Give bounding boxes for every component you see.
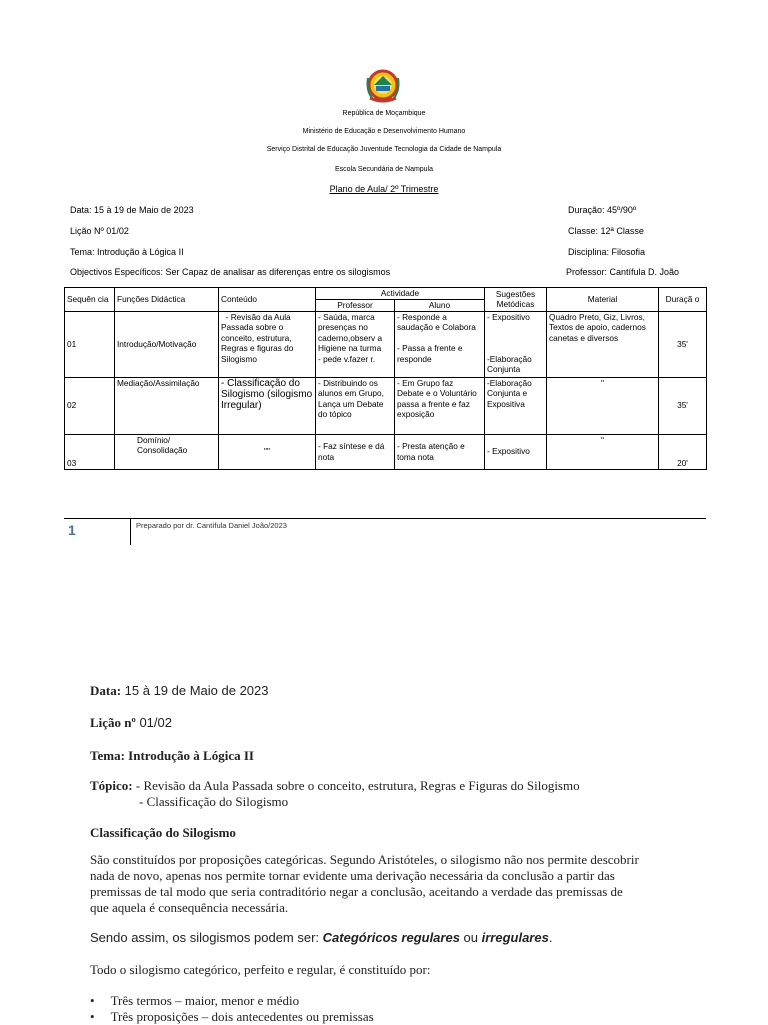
para2-mid: ou bbox=[459, 930, 482, 945]
paragraph-3: Todo o silogismo categórico, perfeito e regular, é constituído por: bbox=[90, 962, 431, 977]
th-aluno: Aluno bbox=[395, 299, 485, 311]
cell-funcao: Domínio/ Consolidação bbox=[115, 434, 219, 469]
cell-seq: 02 bbox=[65, 377, 115, 434]
table-row bbox=[65, 311, 707, 377]
footer-rule bbox=[64, 518, 706, 519]
th-sugestoes: Sugestões Metódicas bbox=[485, 288, 547, 312]
page-number: 1 bbox=[68, 522, 76, 538]
cell-seq: 03 bbox=[65, 434, 115, 469]
cell-sugestoes: -Elaboração Conjunta e Expositiva bbox=[485, 377, 547, 434]
header-school: Escola Secundária de Nampula bbox=[334, 166, 434, 173]
meta-duracao: Duração: 45º/90º bbox=[568, 205, 637, 215]
coat-of-arms-icon bbox=[364, 68, 402, 104]
cell-professor: - Distribuindo os alunos em Grupo, Lança um Debate do tópico bbox=[316, 377, 395, 434]
body-licao bbox=[90, 715, 172, 731]
topico-label: Tópico: bbox=[90, 778, 133, 793]
th-material: Material bbox=[547, 288, 659, 312]
licao-label: Lição nº bbox=[90, 715, 136, 730]
body-tema: Tema: Introdução à Lógica II bbox=[90, 748, 254, 763]
body-topico bbox=[90, 778, 580, 794]
meta-tema: Tema: Introdução à Lógica II bbox=[70, 247, 184, 257]
licao-value: 01/02 bbox=[135, 715, 172, 730]
meta-disciplina: Disciplina: Filosofia bbox=[568, 247, 646, 257]
topico-line1: - Revisão da Aula Passada sobre o conceito, estrutura, Regras e Figuras do Silogismo bbox=[132, 778, 580, 793]
para1-line: que aquela é consequência necessária. bbox=[90, 900, 289, 915]
th-professor: Professor bbox=[316, 299, 395, 311]
body-data bbox=[90, 683, 269, 699]
paragraph-2 bbox=[90, 930, 552, 945]
cell-conteudo: - Classificação do Silogismo (silogismo Irregular) bbox=[219, 377, 316, 434]
data-label: Data: bbox=[90, 683, 122, 698]
table-row bbox=[65, 377, 707, 434]
cell-conteudo: - Revisão da Aula Passada sobre o conceito, estrutura, Regras e figuras do Silogismo bbox=[219, 311, 316, 377]
table-row bbox=[65, 434, 707, 469]
topico-line2: - Classificação do Silogismo bbox=[139, 794, 289, 809]
para2-bold1: Categóricos regulares bbox=[322, 930, 460, 945]
cell-professor: - Faz síntese e dá nota bbox=[316, 434, 395, 469]
para1-line: nada de novo, apenas nos permite tornar evidente uma derivação necessária da conclusão a partir das bbox=[90, 868, 615, 883]
th-funcoes: Funções Didáctica bbox=[115, 288, 219, 312]
cell-material: Quadro Preto, Giz, Livros, Textos de apoio, cadernos canetas e diversos bbox=[547, 311, 659, 377]
th-sequencia: Sequên cia bbox=[65, 288, 115, 312]
header-service: Serviço Distrital de Educação Juventude Tecnologia da Cidade de Nampula bbox=[266, 146, 502, 153]
cell-professor: - Saúda, marca presenças no caderno,observ a Higiene na turma - pede v.fazer r. bbox=[316, 311, 395, 377]
para2-end: . bbox=[548, 930, 553, 945]
list-item: • Três proposições – dois antecedentes ou premissas bbox=[90, 1009, 374, 1024]
cell-duracao: 35' bbox=[659, 377, 707, 434]
cell-aluno: - Presta atenção e toma nota bbox=[395, 434, 485, 469]
cell-aluno: - Em Grupo faz Debate e o Voluntário passa a frente e faz exposição bbox=[395, 377, 485, 434]
cell-sugestoes: - Expositivo -Elaboração Conjunta bbox=[485, 311, 547, 377]
cell-material: " bbox=[547, 377, 659, 434]
cell-aluno: - Responde a saudação e Colabora - Passa a frente e responde bbox=[395, 311, 485, 377]
cell-funcao: Mediação/Assimilação bbox=[115, 377, 219, 434]
cell-material: " bbox=[547, 434, 659, 469]
bullet-icon: • bbox=[90, 1009, 95, 1024]
cell-conteudo: "" bbox=[219, 434, 316, 469]
prepared-by: Preparado por dr. Cantífula Daniel João/2023 bbox=[136, 521, 287, 530]
meta-licao: Lição Nº 01/02 bbox=[70, 226, 129, 236]
cell-duracao: 35' bbox=[659, 311, 707, 377]
th-duracao: Duraçã o bbox=[659, 288, 707, 312]
cell-seq: 01 bbox=[65, 311, 115, 377]
cell-sugestoes: - Expositivo bbox=[485, 434, 547, 469]
data-value: 15 à 19 de Maio de 2023 bbox=[121, 683, 269, 698]
para2-bold2: irregulares bbox=[481, 930, 549, 945]
bullet-icon: • bbox=[90, 993, 95, 1008]
para2-pre: Sendo assim, os silogismos podem ser: bbox=[90, 930, 323, 945]
header-ministry: Ministério de Educação e Desenvolvimento Humano bbox=[302, 128, 466, 135]
meta-data: Data: 15 à 19 de Maio de 2023 bbox=[70, 205, 194, 215]
plan-title: Plano de Aula/ 2º Trimestre bbox=[329, 184, 439, 194]
footer-divider bbox=[130, 518, 131, 545]
meta-professor: Professor: Cantífula D. João bbox=[566, 267, 680, 277]
para1-line: São constituídos por proposições categóricas. Segundo Aristóteles, o silogismo não nos permite descobrir bbox=[90, 852, 639, 867]
paragraph-1 bbox=[90, 852, 639, 916]
cell-duracao: 20' bbox=[659, 434, 707, 469]
header-republic: República de Moçambique bbox=[342, 110, 426, 117]
th-actividade: Actividade bbox=[316, 288, 485, 300]
th-conteudo: Conteúdo bbox=[219, 288, 316, 312]
lesson-plan-table bbox=[64, 287, 707, 470]
section-title: Classificação do Silogismo bbox=[90, 825, 236, 840]
meta-classe: Classe: 12ª Classe bbox=[568, 226, 644, 236]
para1-line: premissas de tal modo que seria contraditório negar a conclusão, aceitando a verdade das premissas de bbox=[90, 884, 623, 899]
meta-objectivos: Objectivos Específicos: Ser Capaz de analisar as diferenças entre os silogismos bbox=[70, 267, 391, 277]
cell-funcao: Introdução/Motivação bbox=[115, 311, 219, 377]
list-item: • Três termos – maior, menor e médio bbox=[90, 993, 300, 1008]
